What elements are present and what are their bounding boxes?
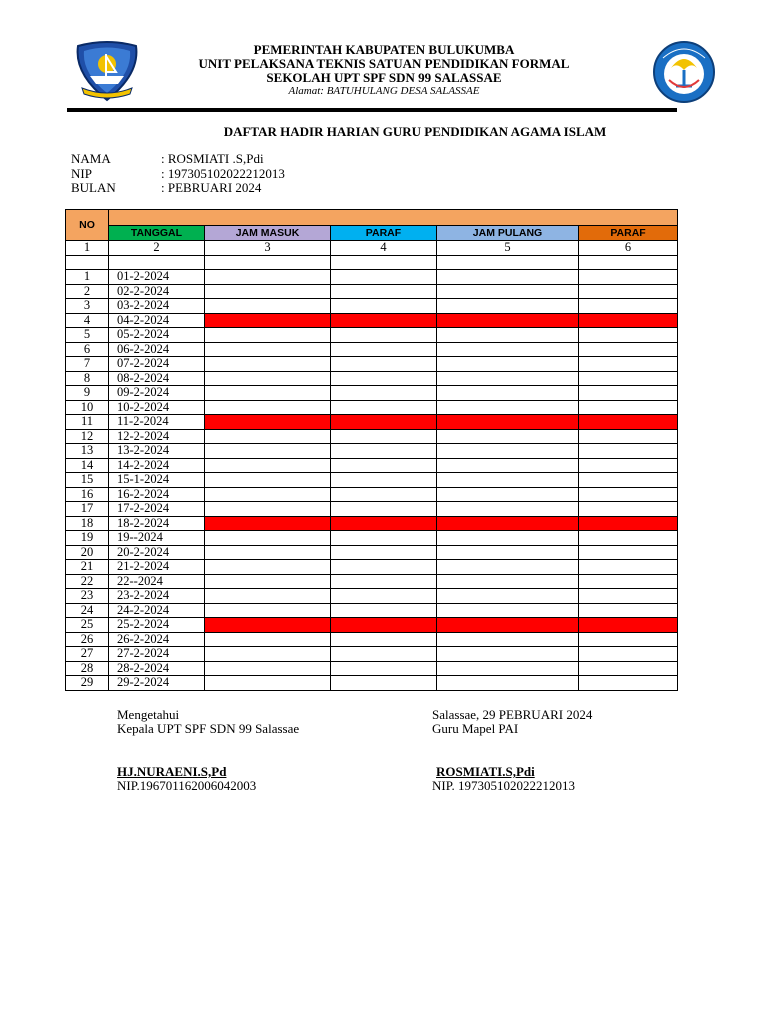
column-number: 1 bbox=[66, 241, 109, 256]
table-row bbox=[66, 371, 678, 386]
paraf-pulang-cell bbox=[579, 299, 678, 314]
row-number: 18 bbox=[66, 516, 109, 531]
row-date: 11-2-2024 bbox=[109, 415, 205, 430]
nama-value: : ROSMIATI .S,Pdi bbox=[161, 151, 264, 166]
paraf-masuk-cell bbox=[331, 661, 437, 676]
jam-pulang-cell bbox=[437, 516, 579, 531]
row-number: 3 bbox=[66, 299, 109, 314]
row-number: 16 bbox=[66, 487, 109, 502]
empty-cell bbox=[331, 255, 437, 270]
row-date: 29-2-2024 bbox=[109, 676, 205, 691]
header-paraf-pulang: PARAF bbox=[579, 226, 678, 241]
table-row bbox=[66, 603, 678, 618]
row-date: 25-2-2024 bbox=[109, 618, 205, 633]
jam-pulang-cell bbox=[437, 328, 579, 343]
paraf-masuk-cell bbox=[331, 531, 437, 546]
table-row bbox=[66, 589, 678, 604]
jam-masuk-cell bbox=[205, 342, 331, 357]
headmaster-name: HJ.NURAENI.S,Pd bbox=[117, 764, 227, 779]
row-number: 2 bbox=[66, 284, 109, 299]
table-row bbox=[66, 444, 678, 459]
row-date: 27-2-2024 bbox=[109, 647, 205, 662]
table-row bbox=[66, 400, 678, 415]
jam-masuk-cell bbox=[205, 632, 331, 647]
table-row bbox=[66, 473, 678, 488]
paraf-masuk-cell bbox=[331, 589, 437, 604]
header-unit: UNIT PELAKSANA TEKNIS SATUAN PENDIDIKAN FORMAL bbox=[198, 56, 570, 71]
jam-masuk-cell bbox=[205, 647, 331, 662]
row-number: 8 bbox=[66, 371, 109, 386]
paraf-pulang-cell bbox=[579, 458, 678, 473]
table-row bbox=[66, 270, 678, 285]
paraf-pulang-cell bbox=[579, 545, 678, 560]
jam-masuk-cell bbox=[205, 357, 331, 372]
jam-pulang-cell bbox=[437, 545, 579, 560]
paraf-pulang-cell bbox=[579, 400, 678, 415]
paraf-masuk-cell bbox=[331, 560, 437, 575]
table-row bbox=[66, 661, 678, 676]
acknowledged-label: Mengetahui bbox=[117, 707, 180, 722]
paraf-pulang-cell bbox=[579, 284, 678, 299]
row-date: 13-2-2024 bbox=[109, 444, 205, 459]
header-band bbox=[109, 210, 678, 226]
table-row bbox=[66, 618, 678, 633]
jam-masuk-cell bbox=[205, 589, 331, 604]
row-date: 07-2-2024 bbox=[109, 357, 205, 372]
row-date: 17-2-2024 bbox=[109, 502, 205, 517]
jam-masuk-cell bbox=[205, 473, 331, 488]
paraf-masuk-cell bbox=[331, 429, 437, 444]
jam-pulang-cell bbox=[437, 618, 579, 633]
jam-masuk-cell bbox=[205, 444, 331, 459]
document-title: DAFTAR HADIR HARIAN GURU PENDIDIKAN AGAMA ISLAM bbox=[223, 124, 607, 139]
row-date: 22--2024 bbox=[109, 574, 205, 589]
jam-pulang-cell bbox=[437, 661, 579, 676]
empty-cell bbox=[66, 255, 109, 270]
header-jam-masuk: JAM MASUK bbox=[205, 226, 331, 241]
paraf-pulang-cell bbox=[579, 371, 678, 386]
header-paraf-masuk: PARAF bbox=[331, 226, 437, 241]
row-date: 15-1-2024 bbox=[109, 473, 205, 488]
jam-masuk-cell bbox=[205, 676, 331, 691]
paraf-masuk-cell bbox=[331, 473, 437, 488]
row-number: 11 bbox=[66, 415, 109, 430]
table-row bbox=[66, 328, 678, 343]
row-number: 28 bbox=[66, 661, 109, 676]
paraf-pulang-cell bbox=[579, 444, 678, 459]
jam-pulang-cell bbox=[437, 574, 579, 589]
header-school: SEKOLAH UPT SPF SDN 99 SALASSAE bbox=[266, 70, 502, 85]
jam-masuk-cell bbox=[205, 531, 331, 546]
jam-pulang-cell bbox=[437, 647, 579, 662]
paraf-masuk-cell bbox=[331, 342, 437, 357]
row-date: 02-2-2024 bbox=[109, 284, 205, 299]
bulan-label: BULAN bbox=[71, 180, 116, 195]
jam-pulang-cell bbox=[437, 342, 579, 357]
paraf-masuk-cell bbox=[331, 371, 437, 386]
row-number: 25 bbox=[66, 618, 109, 633]
paraf-masuk-cell bbox=[331, 574, 437, 589]
paraf-masuk-cell bbox=[331, 270, 437, 285]
table-row bbox=[66, 632, 678, 647]
headmaster-nip: NIP.196701162006042003 bbox=[117, 778, 257, 793]
headmaster-title: Kepala UPT SPF SDN 99 Salassae bbox=[117, 721, 300, 736]
row-number: 20 bbox=[66, 545, 109, 560]
column-number: 6 bbox=[579, 241, 678, 256]
jam-pulang-cell bbox=[437, 415, 579, 430]
table-row bbox=[66, 299, 678, 314]
nama-label: NAMA bbox=[71, 151, 111, 166]
row-date: 23-2-2024 bbox=[109, 589, 205, 604]
paraf-pulang-cell bbox=[579, 676, 678, 691]
teacher-name: ROSMIATI.S,Pdi bbox=[436, 764, 535, 779]
row-number: 23 bbox=[66, 589, 109, 604]
table-row bbox=[66, 487, 678, 502]
row-number: 24 bbox=[66, 603, 109, 618]
row-number: 10 bbox=[66, 400, 109, 415]
paraf-masuk-cell bbox=[331, 299, 437, 314]
paraf-pulang-cell bbox=[579, 618, 678, 633]
jam-masuk-cell bbox=[205, 415, 331, 430]
paraf-masuk-cell bbox=[331, 545, 437, 560]
jam-masuk-cell bbox=[205, 661, 331, 676]
header-tanggal: TANGGAL bbox=[109, 226, 205, 241]
jam-masuk-cell bbox=[205, 545, 331, 560]
row-date: 16-2-2024 bbox=[109, 487, 205, 502]
jam-pulang-cell bbox=[437, 458, 579, 473]
row-date: 26-2-2024 bbox=[109, 632, 205, 647]
paraf-pulang-cell bbox=[579, 328, 678, 343]
empty-cell bbox=[205, 255, 331, 270]
paraf-masuk-cell bbox=[331, 400, 437, 415]
paraf-masuk-cell bbox=[331, 618, 437, 633]
jam-pulang-cell bbox=[437, 270, 579, 285]
jam-masuk-cell bbox=[205, 603, 331, 618]
paraf-masuk-cell bbox=[331, 516, 437, 531]
row-date: 06-2-2024 bbox=[109, 342, 205, 357]
jam-pulang-cell bbox=[437, 284, 579, 299]
jam-masuk-cell bbox=[205, 400, 331, 415]
jam-masuk-cell bbox=[205, 270, 331, 285]
column-number: 3 bbox=[205, 241, 331, 256]
jam-pulang-cell bbox=[437, 357, 579, 372]
jam-masuk-cell bbox=[205, 487, 331, 502]
paraf-masuk-cell bbox=[331, 357, 437, 372]
paraf-pulang-cell bbox=[579, 487, 678, 502]
table-header-labels bbox=[66, 226, 678, 241]
row-date: 21-2-2024 bbox=[109, 560, 205, 575]
row-date: 28-2-2024 bbox=[109, 661, 205, 676]
row-number: 12 bbox=[66, 429, 109, 444]
jam-pulang-cell bbox=[437, 371, 579, 386]
row-date: 24-2-2024 bbox=[109, 603, 205, 618]
row-number: 9 bbox=[66, 386, 109, 401]
jam-masuk-cell bbox=[205, 574, 331, 589]
row-date: 01-2-2024 bbox=[109, 270, 205, 285]
column-number-row bbox=[66, 241, 678, 256]
column-number: 2 bbox=[109, 241, 205, 256]
paraf-pulang-cell bbox=[579, 342, 678, 357]
paraf-pulang-cell bbox=[579, 647, 678, 662]
jam-masuk-cell bbox=[205, 299, 331, 314]
table-row bbox=[66, 574, 678, 589]
paraf-pulang-cell bbox=[579, 429, 678, 444]
row-date: 03-2-2024 bbox=[109, 299, 205, 314]
attendance-table bbox=[65, 209, 678, 691]
row-number: 26 bbox=[66, 632, 109, 647]
header-jam-pulang: JAM PULANG bbox=[437, 226, 579, 241]
row-date: 08-2-2024 bbox=[109, 371, 205, 386]
jam-masuk-cell bbox=[205, 618, 331, 633]
table-row bbox=[66, 386, 678, 401]
row-number: 27 bbox=[66, 647, 109, 662]
row-date: 19--2024 bbox=[109, 531, 205, 546]
jam-masuk-cell bbox=[205, 284, 331, 299]
paraf-masuk-cell bbox=[331, 647, 437, 662]
row-date: 04-2-2024 bbox=[109, 313, 205, 328]
jam-pulang-cell bbox=[437, 299, 579, 314]
jam-masuk-cell bbox=[205, 429, 331, 444]
bulan-value: : PEBRUARI 2024 bbox=[161, 180, 262, 195]
row-number: 29 bbox=[66, 676, 109, 691]
header-address: Alamat: BATUHULANG DESA SALASSAE bbox=[288, 85, 480, 97]
table-row bbox=[66, 516, 678, 531]
jam-pulang-cell bbox=[437, 603, 579, 618]
jam-masuk-cell bbox=[205, 502, 331, 517]
column-number: 5 bbox=[437, 241, 579, 256]
paraf-masuk-cell bbox=[331, 458, 437, 473]
jam-pulang-cell bbox=[437, 429, 579, 444]
paraf-pulang-cell bbox=[579, 531, 678, 546]
row-date: 05-2-2024 bbox=[109, 328, 205, 343]
empty-cell bbox=[579, 255, 678, 270]
table-row bbox=[66, 502, 678, 517]
table-row bbox=[66, 647, 678, 662]
row-date: 09-2-2024 bbox=[109, 386, 205, 401]
paraf-masuk-cell bbox=[331, 284, 437, 299]
teacher-title: Guru Mapel PAI bbox=[432, 721, 519, 736]
table-row bbox=[66, 458, 678, 473]
teacher-nip: NIP. 197305102022212013 bbox=[432, 778, 576, 793]
table-row bbox=[66, 676, 678, 691]
jam-masuk-cell bbox=[205, 560, 331, 575]
jam-masuk-cell bbox=[205, 386, 331, 401]
row-number: 4 bbox=[66, 313, 109, 328]
row-date: 18-2-2024 bbox=[109, 516, 205, 531]
jam-pulang-cell bbox=[437, 313, 579, 328]
paraf-pulang-cell bbox=[579, 313, 678, 328]
column-number: 4 bbox=[331, 241, 437, 256]
row-number: 21 bbox=[66, 560, 109, 575]
table-row bbox=[66, 531, 678, 546]
paraf-pulang-cell bbox=[579, 661, 678, 676]
row-date: 12-2-2024 bbox=[109, 429, 205, 444]
empty-cell bbox=[437, 255, 579, 270]
jam-pulang-cell bbox=[437, 386, 579, 401]
jam-pulang-cell bbox=[437, 487, 579, 502]
nip-label: NIP bbox=[71, 166, 92, 181]
paraf-pulang-cell bbox=[579, 386, 678, 401]
paraf-pulang-cell bbox=[579, 589, 678, 604]
table-row bbox=[66, 357, 678, 372]
jam-masuk-cell bbox=[205, 371, 331, 386]
jam-pulang-cell bbox=[437, 502, 579, 517]
paraf-masuk-cell bbox=[331, 502, 437, 517]
row-number: 15 bbox=[66, 473, 109, 488]
paraf-pulang-cell bbox=[579, 415, 678, 430]
paraf-masuk-cell bbox=[331, 603, 437, 618]
paraf-masuk-cell bbox=[331, 386, 437, 401]
jam-pulang-cell bbox=[437, 473, 579, 488]
row-number: 7 bbox=[66, 357, 109, 372]
table-row bbox=[66, 560, 678, 575]
jam-pulang-cell bbox=[437, 400, 579, 415]
jam-masuk-cell bbox=[205, 328, 331, 343]
header-divider bbox=[67, 108, 677, 112]
place-date: Salassae, 29 PEBRUARI 2024 bbox=[432, 707, 593, 722]
row-number: 14 bbox=[66, 458, 109, 473]
table-row bbox=[66, 545, 678, 560]
row-number: 5 bbox=[66, 328, 109, 343]
paraf-pulang-cell bbox=[579, 632, 678, 647]
header-government: PEMERINTAH KABUPATEN BULUKUMBA bbox=[253, 42, 515, 57]
jam-masuk-cell bbox=[205, 313, 331, 328]
paraf-pulang-cell bbox=[579, 560, 678, 575]
jam-pulang-cell bbox=[437, 560, 579, 575]
table-row bbox=[66, 313, 678, 328]
jam-pulang-cell bbox=[437, 589, 579, 604]
paraf-pulang-cell bbox=[579, 516, 678, 531]
header-no: NO bbox=[66, 210, 109, 241]
table-row bbox=[66, 415, 678, 430]
row-date: 20-2-2024 bbox=[109, 545, 205, 560]
jam-pulang-cell bbox=[437, 676, 579, 691]
empty-cell bbox=[109, 255, 205, 270]
row-number: 22 bbox=[66, 574, 109, 589]
paraf-masuk-cell bbox=[331, 444, 437, 459]
jam-masuk-cell bbox=[205, 516, 331, 531]
row-date: 10-2-2024 bbox=[109, 400, 205, 415]
row-number: 1 bbox=[66, 270, 109, 285]
row-number: 13 bbox=[66, 444, 109, 459]
paraf-masuk-cell bbox=[331, 313, 437, 328]
row-number: 6 bbox=[66, 342, 109, 357]
jam-pulang-cell bbox=[437, 632, 579, 647]
paraf-masuk-cell bbox=[331, 328, 437, 343]
jam-masuk-cell bbox=[205, 458, 331, 473]
table-row bbox=[66, 342, 678, 357]
paraf-pulang-cell bbox=[579, 270, 678, 285]
jam-pulang-cell bbox=[437, 444, 579, 459]
row-number: 17 bbox=[66, 502, 109, 517]
jam-pulang-cell bbox=[437, 531, 579, 546]
paraf-pulang-cell bbox=[579, 574, 678, 589]
paraf-masuk-cell bbox=[331, 487, 437, 502]
paraf-pulang-cell bbox=[579, 473, 678, 488]
paraf-masuk-cell bbox=[331, 632, 437, 647]
nip-value: : 197305102022212013 bbox=[161, 166, 285, 181]
paraf-pulang-cell bbox=[579, 357, 678, 372]
table-row bbox=[66, 429, 678, 444]
row-number: 19 bbox=[66, 531, 109, 546]
paraf-pulang-cell bbox=[579, 502, 678, 517]
table-row bbox=[66, 284, 678, 299]
spacer-row bbox=[66, 255, 678, 270]
row-date: 14-2-2024 bbox=[109, 458, 205, 473]
paraf-pulang-cell bbox=[579, 603, 678, 618]
table-header-top bbox=[66, 210, 678, 226]
paraf-masuk-cell bbox=[331, 415, 437, 430]
paraf-masuk-cell bbox=[331, 676, 437, 691]
